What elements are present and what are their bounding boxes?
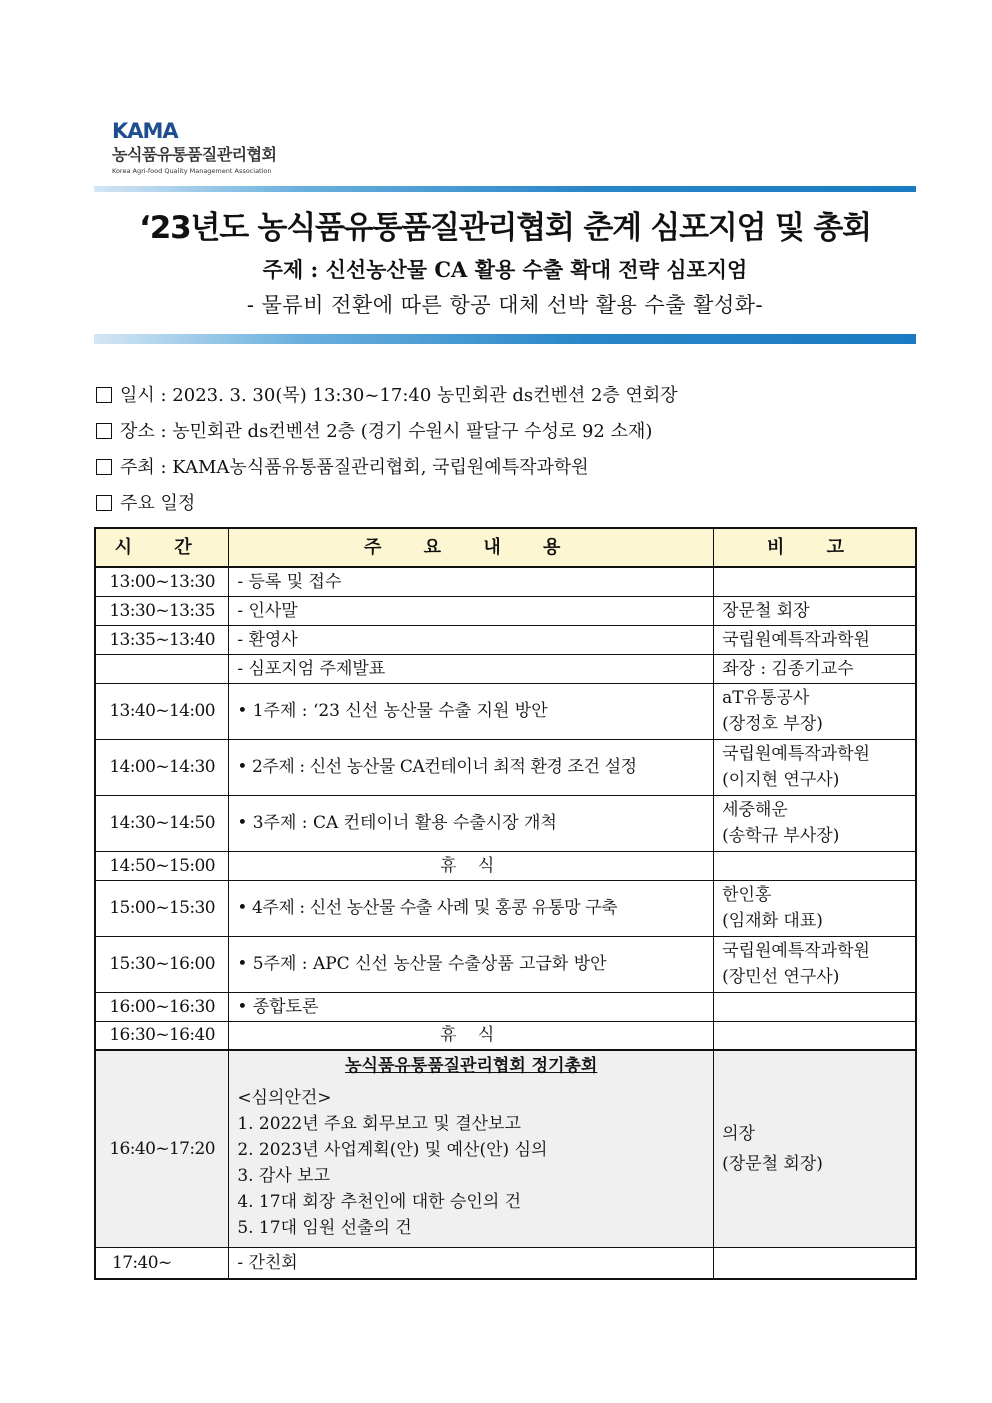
table-row — [95, 795, 916, 851]
checkbox-icon — [96, 495, 112, 511]
note-person: (임재화 대표) — [722, 911, 823, 931]
row-time: 16:30~16:40 — [95, 1021, 229, 1050]
row-note — [714, 795, 916, 851]
row-content: • 2주제 : 신선 농산물 CA컨테이너 최적 환경 조건 설정 — [229, 739, 714, 795]
row-time: 13:00~13:30 — [95, 567, 229, 596]
note-person: (장민선 연구사) — [722, 967, 840, 987]
table-row — [95, 683, 916, 739]
info-datetime-text: 일시 : 2023. 3. 30(목) 13:30~17:40 농민회관 ds컨벤션 2층 연회장 — [120, 385, 678, 406]
row-time: 16:40~17:20 — [95, 1050, 229, 1247]
header-note: 비 고 — [714, 528, 916, 567]
table-row — [95, 936, 916, 992]
document-title: ‘23년도 농식품유통품질관리협회 춘계 심포지엄 및 총회 — [139, 210, 871, 246]
table-row — [95, 1021, 916, 1050]
info-schedule-text: 주요 일정 — [120, 493, 196, 514]
row-content: • 1주제 : ‘23 신선 농산물 수출 지원 방안 — [229, 683, 714, 739]
table-row — [95, 992, 916, 1021]
row-time: 14:30~14:50 — [95, 795, 229, 851]
note-org: 국립원예특작과학원 — [722, 941, 870, 961]
row-note: 좌장 : 김종기교수 — [714, 654, 916, 683]
row-time: 15:00~15:30 — [95, 880, 229, 936]
row-note — [714, 992, 916, 1021]
row-note: 장문철 회장 — [714, 596, 916, 625]
row-note — [714, 880, 916, 936]
row-note — [714, 1247, 916, 1279]
table-row — [95, 654, 916, 683]
note-person: (송학규 부사장) — [722, 826, 840, 846]
row-content-break: 휴 식 — [229, 851, 714, 880]
note-role: 의장 — [722, 1123, 755, 1144]
note-person: (이지현 연구사) — [722, 770, 840, 790]
schedule-table — [94, 527, 917, 1280]
table-row — [95, 851, 916, 880]
agenda-item: 5. 17대 임원 선출의 건 — [237, 1218, 412, 1238]
row-content: - 간친회 — [229, 1247, 714, 1279]
row-time: 14:00~14:30 — [95, 739, 229, 795]
info-venue-text: 장소 : 농민회관 ds컨벤션 2층 (경기 수원시 팔달구 수성로 92 소재) — [120, 421, 653, 442]
table-row — [95, 567, 916, 596]
header-content: 주 요 내 용 — [229, 528, 714, 567]
note-person: (장정호 부장) — [722, 714, 823, 734]
row-note — [714, 1021, 916, 1050]
row-content: - 심포지엄 주제발표 — [229, 654, 714, 683]
note-org: 세중해운 — [722, 800, 788, 820]
row-content: - 환영사 — [229, 625, 714, 654]
row-content: • 4주제 : 신선 농산물 수출 사례 및 홍콩 유통망 구축 — [229, 880, 714, 936]
agenda-item: 3. 감사 보고 — [237, 1166, 331, 1186]
info-host-text: 주최 : KAMA농식품유통품질관리협회, 국립원예특작과학원 — [120, 457, 589, 478]
table-header-row — [95, 528, 916, 567]
checkbox-icon — [96, 423, 112, 439]
info-datetime — [96, 383, 678, 409]
kama-logo — [112, 120, 277, 176]
row-time: 16:00~16:30 — [95, 992, 229, 1021]
row-note — [714, 683, 916, 739]
general-meeting-content — [229, 1050, 714, 1247]
document-subtitle: 주제 : 신선농산물 CA 활용 수출 확대 전략 심포지엄 — [262, 257, 748, 282]
row-note — [714, 739, 916, 795]
logo-korean-name: 농식품유통품질관리협회 — [112, 145, 277, 164]
row-time: 13:40~14:00 — [95, 683, 229, 739]
checkbox-icon — [96, 459, 112, 475]
agenda-item: 4. 17대 회장 추천인에 대한 승인의 건 — [237, 1192, 522, 1212]
row-content: - 등록 및 접수 — [229, 567, 714, 596]
note-org: 국립원예특작과학원 — [722, 744, 870, 764]
checkbox-icon — [96, 387, 112, 403]
table-row — [95, 739, 916, 795]
note-person: (장문철 회장) — [722, 1153, 823, 1174]
row-time: 17:40~ — [95, 1247, 229, 1279]
table-row — [95, 625, 916, 654]
row-note — [714, 567, 916, 596]
note-org: 한인홍 — [722, 885, 772, 905]
row-content: • 종합토론 — [229, 992, 714, 1021]
general-meeting-row — [95, 1050, 916, 1247]
agenda-item: 2. 2023년 사업계획(안) 및 예산(안) 심의 — [237, 1140, 548, 1160]
note-org: aT유통공사 — [722, 688, 810, 708]
logo-abbr: KAMA — [112, 119, 178, 143]
info-schedule-heading — [96, 491, 195, 517]
logo-english-name: Korea Agri-food Quality Management Association — [112, 167, 272, 175]
row-note: 국립원예특작과학원 — [714, 625, 916, 654]
document-subtitle-secondary: - 물류비 전환에 따른 항공 대체 선박 활용 수출 활성화- — [246, 293, 764, 317]
row-content: - 인사말 — [229, 596, 714, 625]
agenda-label: <심의안건> — [237, 1088, 332, 1108]
info-host — [96, 455, 589, 481]
row-note — [714, 851, 916, 880]
row-note — [714, 936, 916, 992]
row-time: 13:35~13:40 — [95, 625, 229, 654]
info-venue — [96, 419, 652, 445]
row-content: • 3주제 : CA 컨테이너 활용 수출시장 개척 — [229, 795, 714, 851]
general-meeting-title: 농식품유통품질관리협회 정기총회 — [345, 1056, 598, 1076]
row-time: 13:30~13:35 — [95, 596, 229, 625]
row-time: 14:50~15:00 — [95, 851, 229, 880]
agenda-item: 1. 2022년 주요 회무보고 및 결산보고 — [237, 1114, 521, 1134]
table-row — [95, 880, 916, 936]
header-time: 시 간 — [95, 528, 229, 567]
table-row — [95, 1247, 916, 1279]
row-time — [95, 654, 229, 683]
row-note — [714, 1050, 916, 1247]
row-content: • 5주제 : APC 신선 농산물 수출상품 고급화 방안 — [229, 936, 714, 992]
header-bottom-bar — [94, 334, 916, 344]
row-content-break: 휴 식 — [229, 1021, 714, 1050]
table-row — [95, 596, 916, 625]
header-top-bar — [94, 186, 916, 192]
row-time: 15:30~16:00 — [95, 936, 229, 992]
